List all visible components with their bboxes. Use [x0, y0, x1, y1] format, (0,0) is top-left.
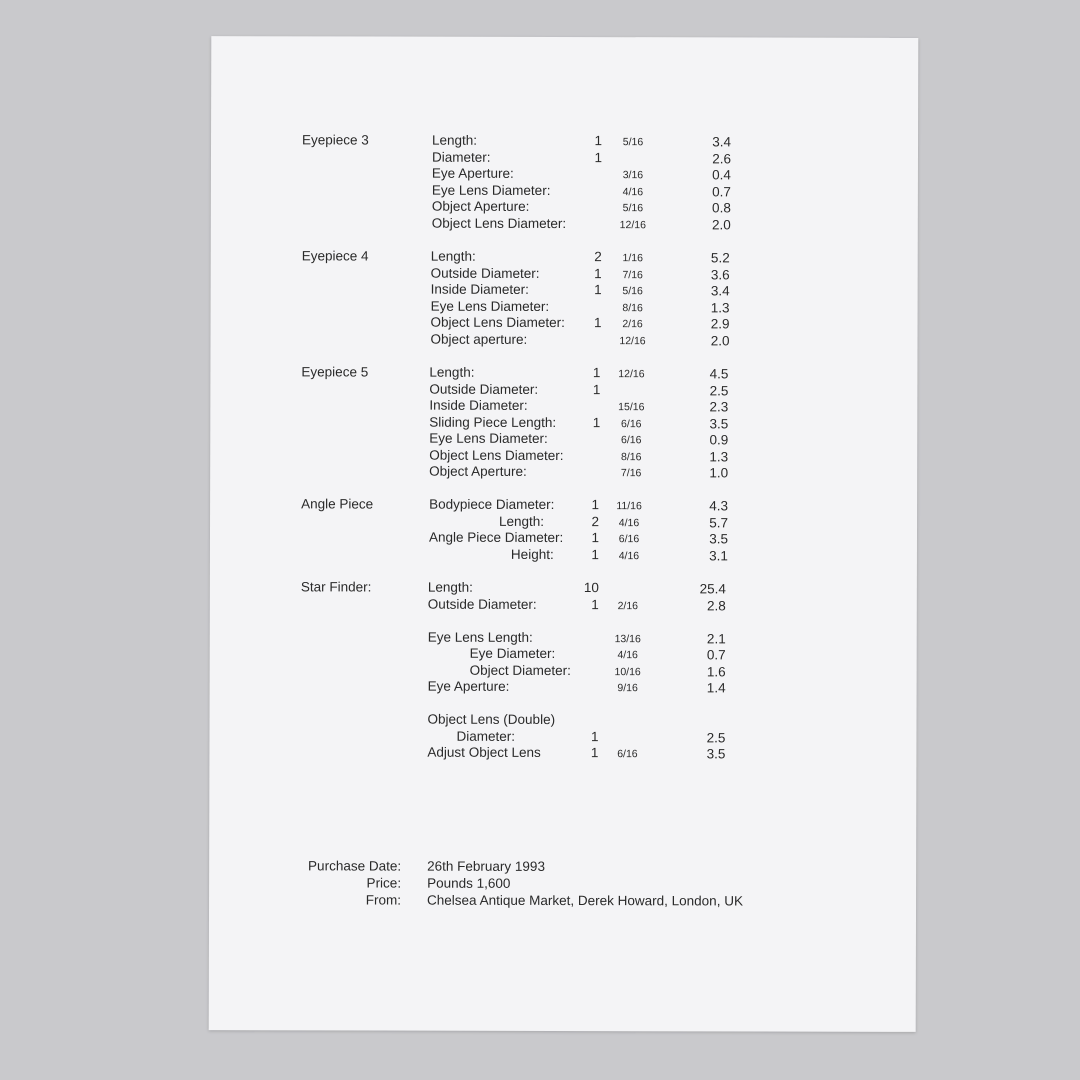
row-cm: 0.7 — [706, 647, 726, 663]
table-row — [209, 744, 916, 762]
price-value: Pounds 1,600 — [427, 875, 511, 891]
row-inches: 1 — [594, 315, 602, 331]
table-row — [211, 132, 918, 150]
row-cm: 1.4 — [706, 680, 726, 696]
section-eyepiece-3 — [211, 132, 918, 232]
section-eyepiece-5 — [210, 364, 917, 481]
section-title: Eyepiece 5 — [301, 364, 369, 380]
row-cm: 1.3 — [709, 448, 729, 464]
table-row — [211, 314, 918, 332]
row-label: Eye Lens Diameter: — [431, 182, 551, 198]
row-fraction: 8/16 — [622, 301, 643, 314]
row-inches: 1 — [590, 728, 599, 744]
row-fraction: 12/16 — [618, 368, 645, 381]
row-inches: 1 — [594, 149, 603, 165]
table-row — [209, 728, 916, 746]
table-row — [210, 596, 917, 614]
table-row — [210, 496, 917, 514]
row-label: Object Lens Diameter: — [429, 447, 564, 463]
row-cm: 0.8 — [712, 200, 731, 216]
row-inches: 1 — [591, 546, 599, 562]
table-row — [211, 248, 918, 266]
table-row — [211, 298, 918, 316]
row-label: Object Aperture: — [429, 463, 527, 479]
row-cm: 0.4 — [712, 167, 731, 183]
section-title: Eyepiece 4 — [301, 248, 369, 264]
row-label: Object aperture: — [430, 331, 528, 347]
row-label: Inside Diameter: — [429, 397, 528, 413]
row-fraction: 4/16 — [618, 549, 640, 562]
price-row — [209, 875, 916, 893]
row-cm: 5.7 — [709, 514, 729, 530]
row-label: Length: — [432, 132, 478, 148]
table-row — [209, 711, 916, 729]
row-fraction: 7/16 — [622, 268, 643, 281]
price-label: Price: — [366, 875, 402, 891]
row-fraction: 11/16 — [616, 500, 642, 513]
row-inches: 1 — [594, 265, 602, 281]
row-cm: 0.9 — [709, 432, 729, 448]
section-title: Eyepiece 3 — [302, 132, 369, 148]
row-cm: 2.5 — [709, 382, 729, 398]
row-inches: 1 — [594, 282, 602, 298]
table-row — [210, 579, 917, 597]
row-inches: 1 — [591, 530, 600, 546]
row-label: Object Diameter: — [469, 662, 571, 678]
row-label: Sliding Piece Length: — [429, 414, 557, 430]
table-row — [210, 447, 917, 465]
row-label: Outside Diameter: — [430, 265, 540, 281]
row-label: Object Lens Diameter: — [430, 314, 565, 331]
row-inches: 1 — [591, 596, 599, 612]
row-inches: 1 — [594, 133, 603, 149]
row-fraction: 6/16 — [621, 434, 642, 447]
row-fraction: 2/16 — [622, 318, 643, 331]
row-inches: 1 — [590, 745, 599, 761]
row-inches: 2 — [594, 249, 602, 265]
section-title: Angle Piece — [301, 496, 374, 512]
row-cm: 2.9 — [710, 316, 730, 332]
row-label: Angle Piece Diameter: — [428, 529, 564, 545]
row-label: Bodypiece Diameter: — [429, 496, 555, 512]
from-value: Chelsea Antique Market, Derek Howard, London, UK — [427, 892, 743, 909]
row-fraction: 8/16 — [620, 450, 642, 463]
row-label: Eye Lens Diameter: — [429, 430, 548, 446]
row-label: Outside Diameter: — [427, 596, 537, 612]
row-label: Inside Diameter: — [430, 281, 529, 297]
section-title: Star Finder: — [300, 579, 372, 595]
row-fraction: 15/16 — [618, 401, 645, 414]
row-inches: 1 — [591, 497, 600, 513]
table-row — [210, 414, 917, 432]
table-row — [210, 364, 917, 382]
row-cm: 1.3 — [710, 299, 730, 315]
row-cm: 1.0 — [709, 465, 729, 481]
row-label: Eye Aperture: — [427, 678, 510, 694]
row-cm: 2.1 — [706, 630, 726, 646]
table-row — [210, 397, 917, 415]
row-cm: 5.2 — [710, 250, 730, 266]
row-label: Object Lens Diameter: — [431, 215, 567, 231]
table-row — [210, 529, 917, 547]
row-cm: 4.3 — [709, 498, 729, 514]
row-fraction: 5/16 — [622, 202, 644, 215]
table-row — [210, 463, 917, 481]
from-label: From: — [365, 892, 402, 908]
row-cm: 2.0 — [710, 332, 730, 348]
table-row — [211, 281, 918, 299]
row-label: Outside Diameter: — [429, 381, 539, 397]
table-row — [210, 629, 917, 647]
row-cm: 2.6 — [712, 150, 732, 166]
row-cm: 4.5 — [709, 366, 729, 382]
row-inches: 1 — [592, 381, 601, 397]
row-fraction: 2/16 — [617, 599, 639, 612]
purchase-date-value: 26th February 1993 — [427, 858, 545, 874]
row-label: Eye Lens Length: — [427, 629, 533, 645]
section-star-finder — [210, 579, 917, 762]
row-fraction: 7/16 — [620, 467, 642, 480]
row-cm: 2.8 — [707, 597, 726, 613]
row-fraction: 10/16 — [614, 665, 641, 678]
row-fraction: 6/16 — [621, 417, 642, 430]
row-fraction: 12/16 — [619, 218, 646, 231]
row-cm: 0.7 — [712, 183, 731, 199]
row-inches: 10 — [583, 580, 599, 596]
row-label: Eye Diameter: — [469, 645, 556, 661]
row-fraction: 3/16 — [622, 169, 644, 182]
document-page — [209, 36, 919, 1032]
table-row — [211, 165, 918, 183]
row-cm: 2.0 — [712, 216, 731, 232]
row-cm: 2.3 — [709, 399, 729, 415]
row-cm: 3.5 — [709, 415, 729, 431]
row-cm: 3.5 — [709, 531, 729, 547]
table-row — [211, 182, 918, 200]
row-label: Eye Lens Diameter: — [430, 298, 550, 314]
section-eyepiece-4 — [211, 248, 918, 348]
row-cm: 3.5 — [706, 746, 726, 762]
table-row — [210, 645, 917, 663]
table-row — [211, 215, 918, 233]
row-label: Diameter: — [456, 728, 516, 744]
row-cm: 3.4 — [712, 134, 732, 150]
table-row — [211, 149, 918, 167]
row-label: Object Aperture: — [431, 198, 530, 214]
row-cm: 25.4 — [699, 581, 726, 597]
row-label: Length: — [429, 364, 475, 380]
table-row — [210, 678, 917, 696]
row-fraction: 9/16 — [617, 682, 638, 695]
row-fraction: 6/16 — [617, 748, 638, 761]
row-fraction: 12/16 — [619, 334, 646, 347]
row-inches: 1 — [592, 414, 601, 430]
row-label: Length: — [430, 248, 476, 264]
table-row — [210, 381, 917, 399]
row-fraction: 4/16 — [618, 516, 640, 529]
row-label: Adjust Object Lens — [427, 744, 541, 760]
row-cm: 2.5 — [706, 729, 726, 745]
section-angle-piece — [210, 496, 917, 563]
row-cm: 1.6 — [706, 663, 726, 679]
row-fraction: 5/16 — [622, 136, 644, 149]
row-inches: 2 — [591, 513, 600, 529]
row-label: Eye Aperture: — [431, 165, 514, 181]
table-row — [211, 265, 918, 283]
table-row — [210, 331, 917, 349]
purchase-date-label: Purchase Date: — [308, 858, 402, 874]
row-cm: 3.6 — [710, 266, 730, 282]
table-row — [210, 546, 917, 564]
row-fraction: 6/16 — [618, 533, 640, 546]
row-fraction: 5/16 — [622, 285, 643, 298]
table-row — [211, 198, 918, 216]
row-cm: 3.1 — [709, 547, 728, 563]
row-label: Length: — [427, 579, 473, 595]
row-fraction: 4/16 — [622, 185, 644, 198]
row-label: Diameter: — [431, 149, 491, 165]
row-fraction: 13/16 — [614, 632, 641, 645]
row-cm: 3.4 — [710, 283, 730, 299]
row-label: Height: — [510, 546, 554, 562]
table-row — [210, 430, 917, 448]
row-inches: 1 — [592, 365, 601, 381]
row-label: Object Lens (Double) — [427, 711, 556, 727]
row-fraction: 4/16 — [617, 649, 638, 662]
table-row — [210, 662, 917, 680]
table-row — [210, 513, 917, 531]
purchase-date-row — [209, 858, 916, 876]
row-fraction: 1/16 — [622, 252, 643, 265]
row-label: Length: — [499, 513, 545, 529]
from-row — [209, 892, 916, 910]
